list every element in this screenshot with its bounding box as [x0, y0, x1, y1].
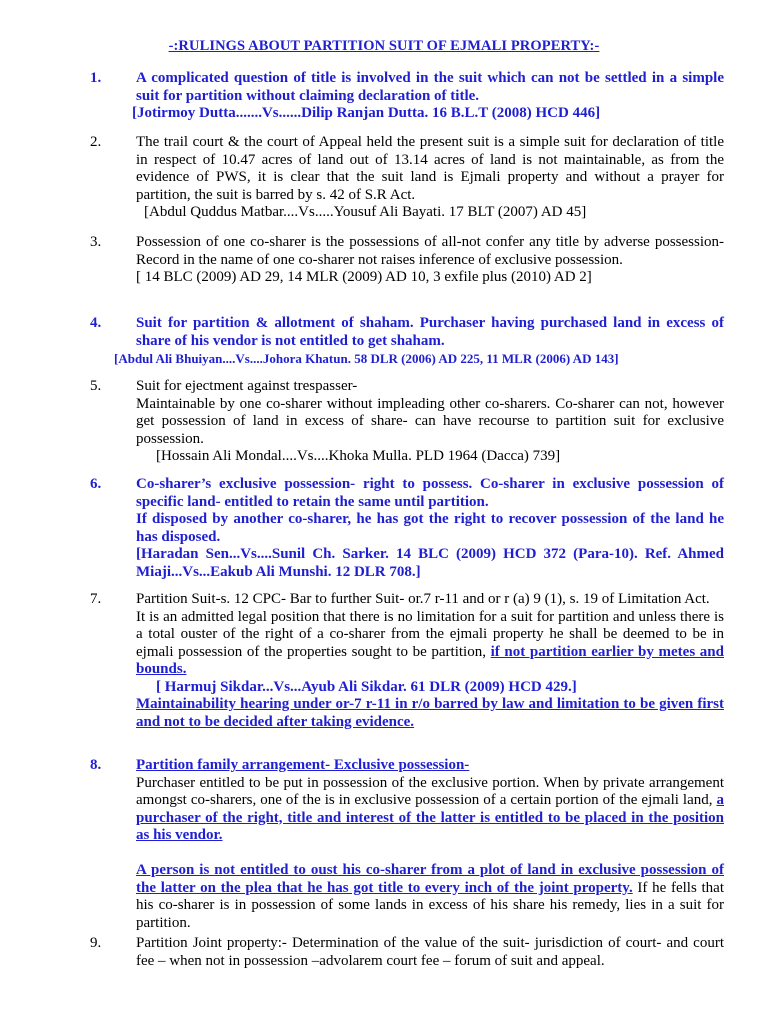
item-text-2-link: A person is not entitled to oust his co-sharer from a plot of land in exclusive possession of the latter on the plea that he has got title to every inch of the joint property. — [136, 862, 724, 896]
item-text-2-link: if not partition earlier by metes and bounds. — [136, 643, 724, 677]
item-text-main: Purchaser entitled to be put in possession of the exclusive portion. When by private arrangement amongst co-sharers, one of the is in exclusive possession of a certain portion of the ejmali land, — [136, 774, 724, 808]
item-number: 2. — [90, 134, 102, 150]
item-body — [136, 378, 724, 466]
item-text: Co-sharer’s exclusive possession- right to possess. Co-sharer in exclusive possession of specific land- entitled to retain the same until partition. — [136, 476, 724, 510]
item-text-2 — [136, 862, 724, 932]
item-number: 9. — [90, 935, 102, 951]
item-citation: [Abdul Quddus Matbar....Vs.....Yousuf Ali Bayati. 17 BLT (2007) AD 45] — [144, 204, 587, 220]
item-text: Partition Joint property:- Determination of the value of the suit- jurisdiction of court- and court fee – when not in possession –advolarem court fee – forum of suit and appeal. — [136, 935, 724, 969]
item-body — [136, 476, 724, 581]
document-title: -:RULINGS ABOUT PARTITION SUIT OF EJMALI PROPERTY:- — [168, 38, 600, 54]
item-text-2 — [136, 609, 724, 679]
item-number: 4. — [90, 315, 102, 331]
item-text-2-main: It is an admitted legal position that there is no limitation for a suit for partition and unless there is a total ouster of the right of a co-sharer from the ejmali property he shall be deemed to be in ejmali possession of the properties sought to be partition, — [136, 608, 724, 660]
item-body — [132, 70, 724, 123]
item-citation: [Haradan Sen...Vs....Sunil Ch. Sarker. 14 BLC (2009) HCD 372 (Para-10). Ref. Ahmed Miaji...Vs...Eakub Ali Munshi. 12 DLR 708.] — [136, 546, 724, 580]
item-heading: Suit for ejectment against trespasser- — [136, 378, 358, 394]
item-number: 5. — [90, 378, 102, 394]
item-text: The trail court & the court of Appeal held the present suit is a simple suit for declaration of title in respect of 10.47 acres of land out of 13.14 acres of land is not maintainable, as from the evidence of PWS, it is clear that the suit land is Ejmali property and without a prayer for partition, the suit is barred by s. 42 of S.R Act. — [136, 134, 724, 203]
item-number: 8. — [90, 757, 102, 773]
item-body — [136, 591, 724, 731]
item-text: Maintainable by one co-sharer without impleading other co-sharers. Co-sharer can not, however get possession of land in excess of share- can have recourse to partition suit for exclusive possession. — [136, 395, 724, 447]
item-number: 1. — [90, 70, 102, 86]
item-text-2-main: If he fells that his co-sharer is in possession of some lands in excess of his share his remedy, lies in a suit for partition. — [136, 879, 724, 931]
item-citation: [Abdul Ali Bhuiyan....Vs....Johora Khatun. 58 DLR (2006) AD 225, 11 MLR (2006) AD 143] — [114, 351, 619, 366]
item-body — [114, 315, 724, 368]
item-citation: [Jotirmoy Dutta.......Vs......Dilip Ranjan Dutta. 16 B.L.T (2008) HCD 446] — [132, 105, 601, 121]
item-citation: [ Harmuj Sikdar...Vs...Ayub Ali Sikdar. 61 DLR (2009) HCD 429.] — [156, 678, 577, 695]
item-body — [136, 935, 724, 970]
item-text-link: a purchaser of the right, title and interest of the latter is entitled to be placed in the position as his vendor. — [136, 792, 724, 843]
item-citation: [Hossain Ali Mondal....Vs....Khoka Mulla. PLD 1964 (Dacca) 739] — [156, 448, 561, 464]
item-number: 6. — [90, 476, 102, 492]
item-text-2: If disposed by another co-sharer, he has got the right to recover possession of the land he has disposed. — [136, 511, 724, 545]
item-body — [136, 757, 724, 932]
item-text: Suit for partition & allotment of shaham. Purchaser having purchased land in excess of share of his vendor is not entitled to get shaham. — [136, 315, 724, 349]
item-citation: [ 14 BLC (2009) AD 29, 14 MLR (2009) AD 10, 3 exfile plus (2010) AD 2] — [136, 269, 592, 285]
item-number: 3. — [90, 234, 102, 250]
item-text: Partition Suit-s. 12 CPC- Bar to further Suit- or.7 r-11 and or r (a) 9 (1), s. 19 of Limitation Act. — [136, 591, 710, 607]
item-body — [136, 134, 724, 222]
item-text-3: Maintainability hearing under or-7 r-11 in r/o barred by law and limitation to be given first and not to be decided after taking evidence. — [136, 696, 724, 730]
item-text: A complicated question of title is involved in the suit which can not be settled in a simple suit for partition without claiming declaration of title. — [136, 70, 724, 104]
item-heading: Partition family arrangement- Exclusive possession- — [136, 757, 470, 773]
item-text: Possession of one co-sharer is the possessions of all-not confer any title by adverse possession- Record in the name of one co-sharer not raises inference of exclusive possession. — [136, 234, 724, 268]
item-body — [136, 234, 724, 287]
item-text — [136, 775, 724, 845]
item-number: 7. — [90, 591, 102, 607]
